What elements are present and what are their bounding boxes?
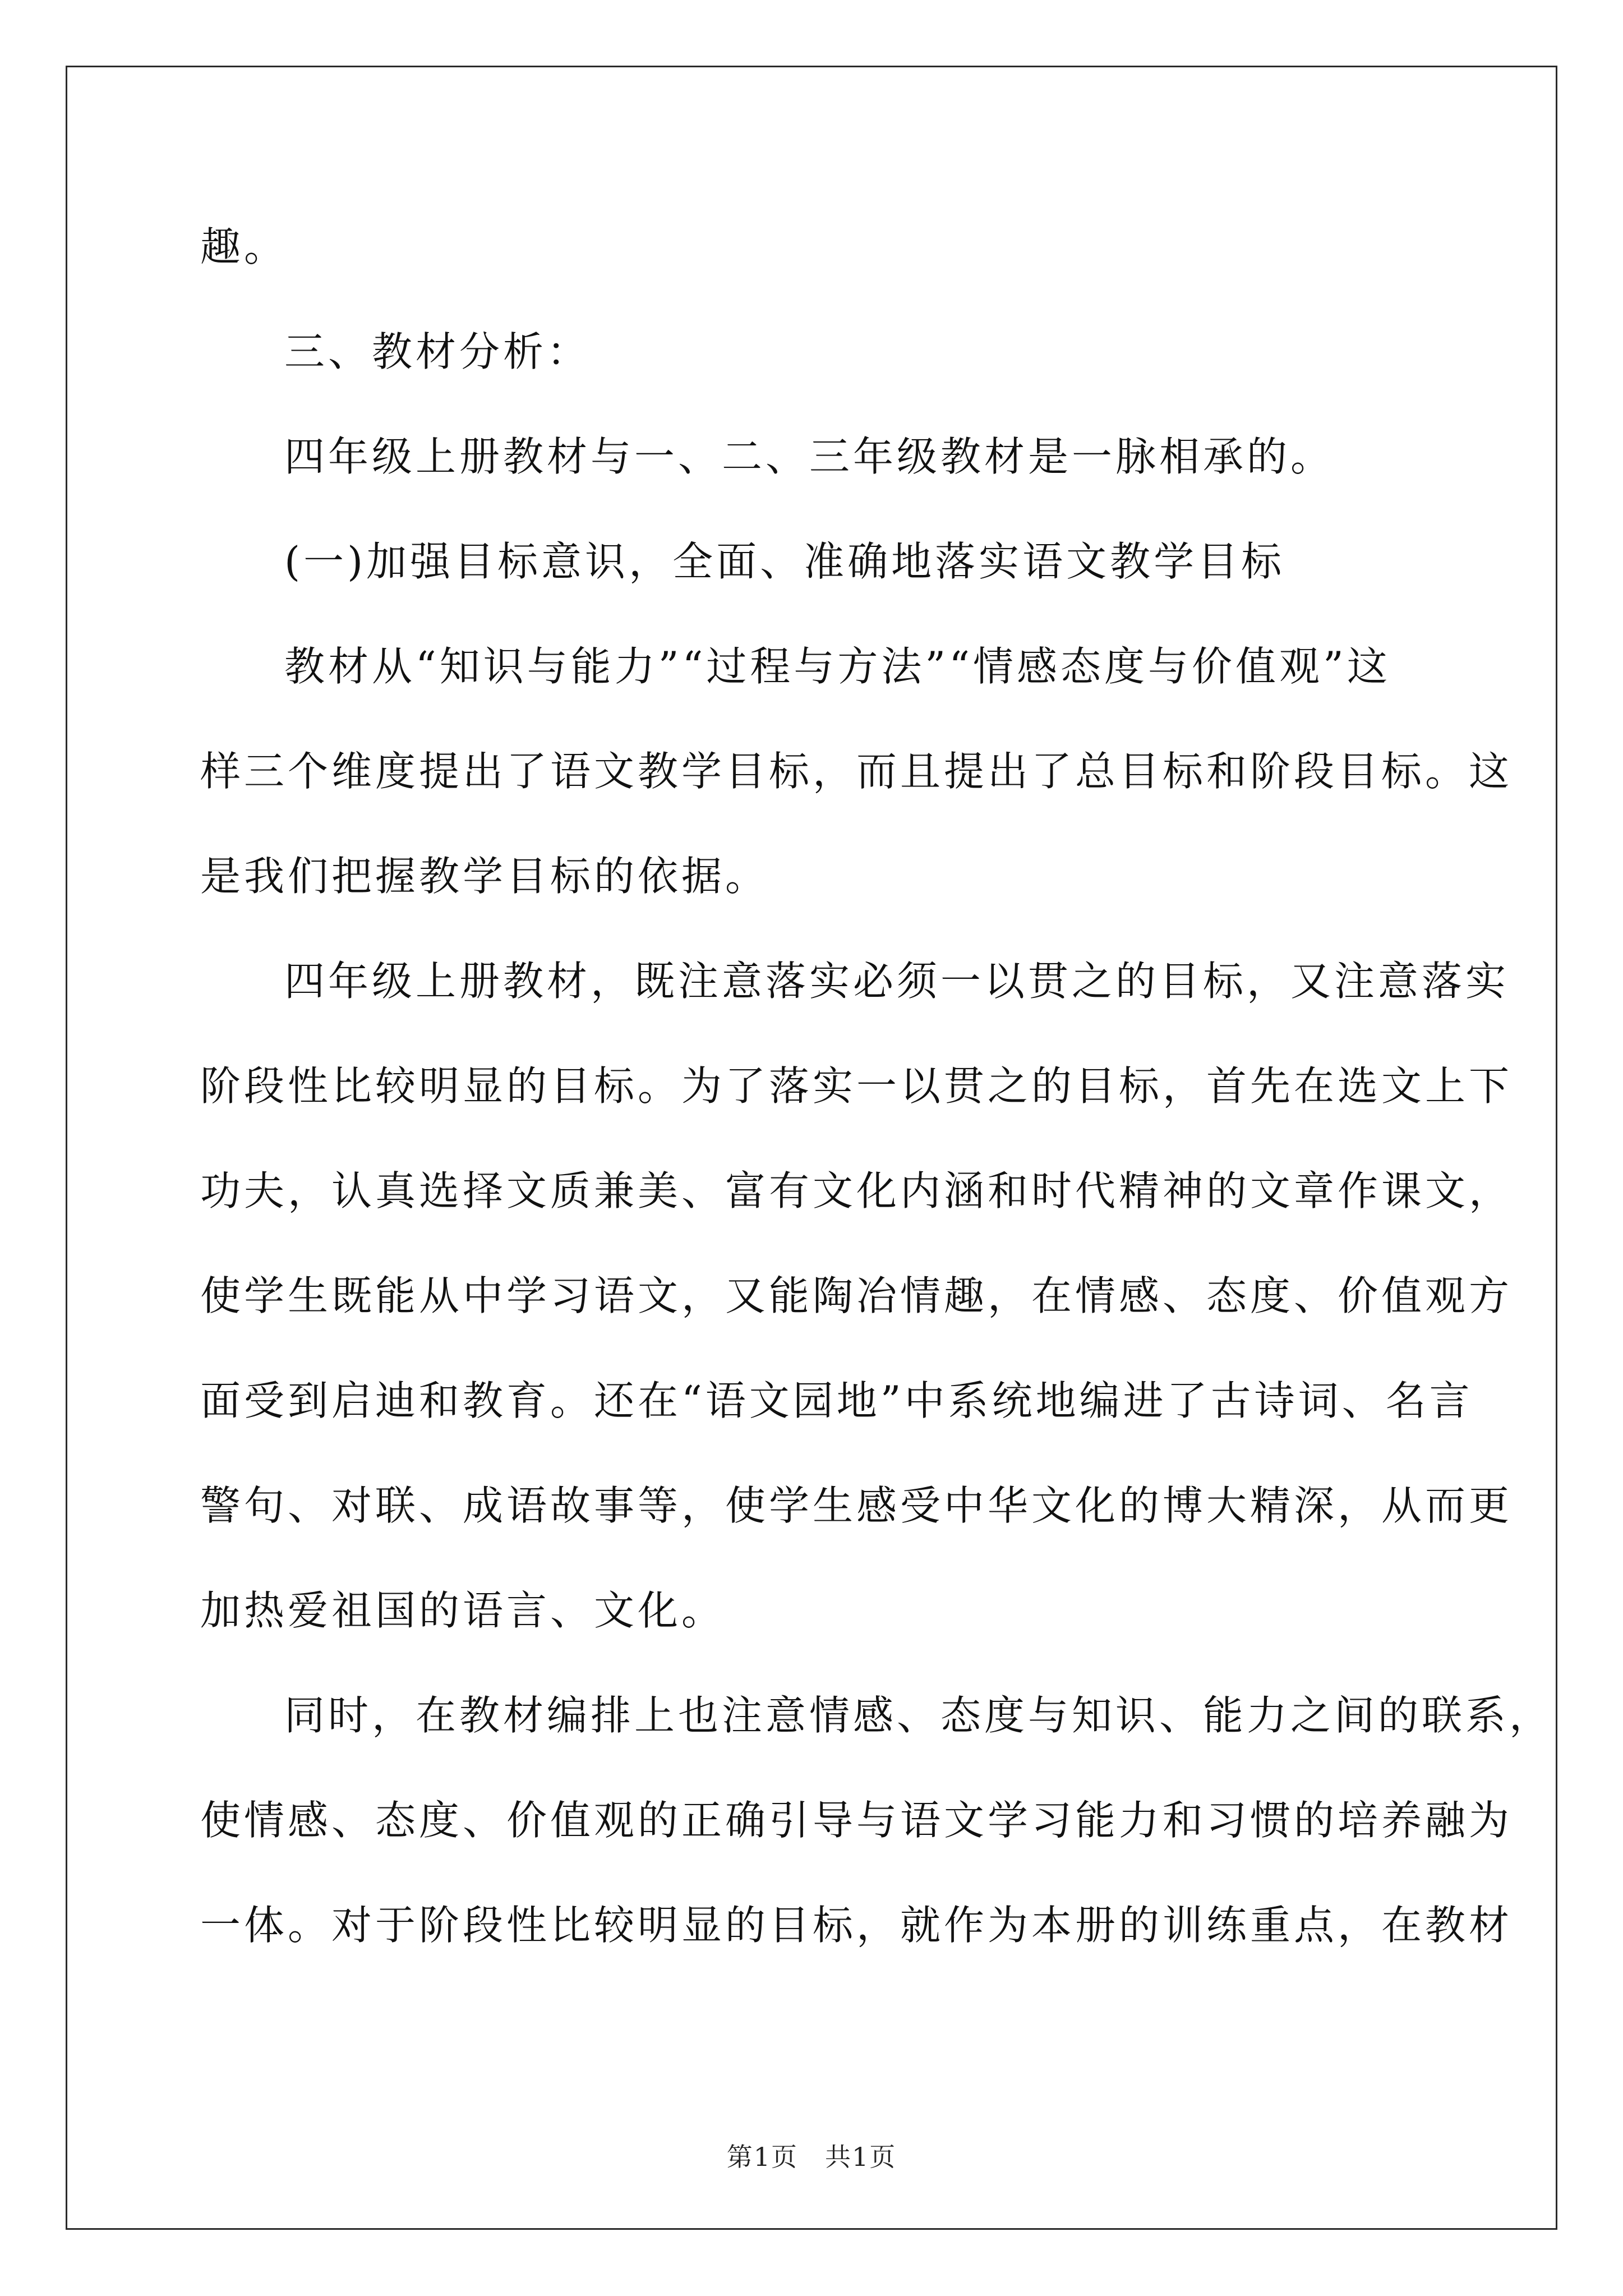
text-line: 是我们把握教学目标的依据。 xyxy=(200,853,769,900)
text-line: 加热爱祖国的语言、文化。 xyxy=(200,1587,726,1634)
text-line: 四年级上册教材，既注意落实必须一以贯之的目标，又注意落实 xyxy=(284,958,1510,1005)
text-line: 功夫，认真选择文质兼美、富有文化内涵和时代精神的文章作课文， xyxy=(200,1167,1513,1214)
text-line: 阶段性比较明显的目标。为了落实一以贯之的目标，首先在选文上下 xyxy=(200,1062,1513,1110)
text-line: 一体。对于阶段性比较明显的目标，就作为本册的训练重点，在教材 xyxy=(200,1902,1513,1949)
page-footer: 第1页 共1页 xyxy=(726,2142,897,2172)
text-line: 教材从“知识与能力”“过程与方法”“情感态度与价值观”这 xyxy=(284,643,1391,690)
text-line: 面受到启迪和教育。还在“语文园地”中系统地编进了古诗词、名言 xyxy=(200,1377,1473,1424)
text-line: 同时，在教材编排上也注意情感、态度与知识、能力之间的联系， xyxy=(284,1692,1553,1739)
text-line: 趣。 xyxy=(200,223,288,270)
text-line: 四年级上册教材与一、二、三年级教材是一脉相承的。 xyxy=(284,433,1335,480)
subsection-heading: (一)加强目标意识，全面、准确地落实语文教学目标 xyxy=(284,538,1285,585)
text-line: 使情感、态度、价值观的正确引导与语文学习能力和习惯的培养融为 xyxy=(200,1797,1513,1844)
text-line: 警句、对联、成语故事等，使学生感受中华文化的博大精深，从而更 xyxy=(200,1482,1513,1529)
text-line: 使学生既能从中学习语文，又能陶冶情趣，在情感、态度、价值观方 xyxy=(200,1272,1513,1319)
text-line: 样三个维度提出了语文教学目标，而且提出了总目标和阶段目标。这 xyxy=(200,748,1513,795)
section-heading: 三、教材分析： xyxy=(284,328,591,375)
